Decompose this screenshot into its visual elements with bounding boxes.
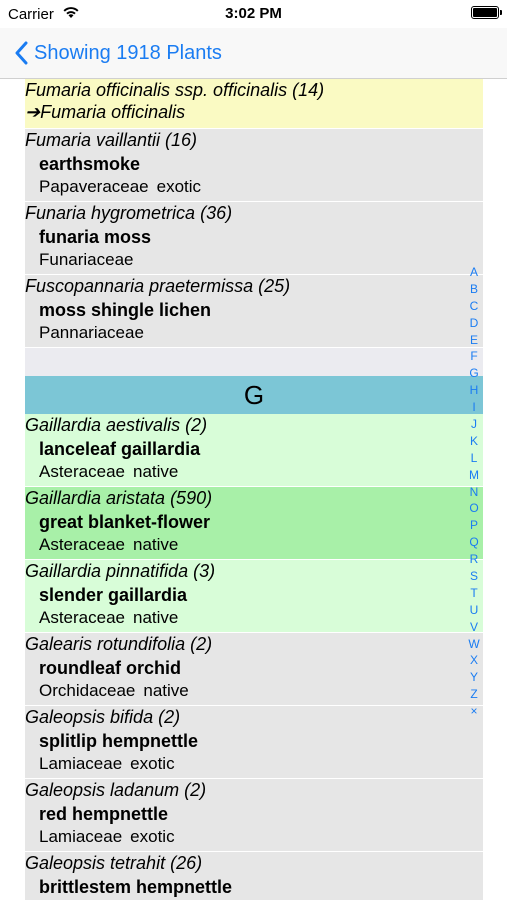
- family-line: [39, 680, 189, 702]
- scientific-name: Galeopsis bifida (2): [25, 707, 181, 727]
- family-line: [39, 753, 175, 775]
- list-item[interactable]: [25, 129, 483, 202]
- index-letter[interactable]: X: [469, 653, 478, 668]
- scientific-name: Funaria hygrometrica (36): [25, 203, 233, 223]
- list-item[interactable]: [25, 414, 483, 487]
- origin-label: native: [143, 681, 189, 700]
- index-letter[interactable]: N: [469, 484, 479, 499]
- index-letter[interactable]: R: [469, 552, 479, 567]
- index-letter[interactable]: V: [469, 619, 478, 634]
- list-item[interactable]: [25, 79, 483, 129]
- list-item[interactable]: [25, 275, 483, 348]
- common-name: splitlip hempnettle: [39, 731, 199, 751]
- list-item[interactable]: [25, 706, 483, 779]
- back-button-label: Showing 1918 Plants: [34, 41, 222, 64]
- origin-label: exotic: [130, 754, 175, 773]
- index-letter[interactable]: K: [469, 433, 478, 448]
- family-line: [39, 249, 142, 271]
- common-name: brittlestem hempnettle: [39, 877, 233, 897]
- family-name: Asteraceae: [39, 535, 125, 554]
- family-name: Orchidaceae: [39, 681, 136, 700]
- index-letter[interactable]: Y: [469, 670, 478, 685]
- scientific-name: Gaillardia aristata (590): [25, 488, 213, 508]
- navigation-bar: [0, 28, 507, 79]
- list-item[interactable]: [25, 487, 483, 560]
- synonym-redirect: ➔Fumaria officinalis: [25, 102, 186, 122]
- list-item[interactable]: [25, 633, 483, 706]
- index-letter[interactable]: T: [470, 585, 478, 600]
- family-name: Pannariaceae: [39, 323, 144, 342]
- index-letter[interactable]: W: [468, 636, 480, 651]
- index-letter[interactable]: E: [469, 332, 478, 347]
- family-line: [39, 322, 152, 344]
- index-letter[interactable]: ×: [470, 704, 478, 719]
- index-letter[interactable]: P: [469, 518, 478, 533]
- index-letter[interactable]: L: [470, 450, 478, 465]
- scientific-name: Galearis rotundifolia (2): [25, 634, 213, 654]
- scientific-name: Fumaria officinalis ssp. officinalis (14): [25, 80, 325, 100]
- status-bar: [0, 0, 507, 28]
- family-line: [39, 176, 201, 198]
- family-line: [39, 826, 175, 848]
- family-name: Lamiaceae: [39, 827, 123, 846]
- index-letter[interactable]: C: [469, 298, 479, 313]
- common-name: funaria moss: [39, 227, 152, 247]
- family-line: [39, 534, 178, 556]
- index-letter[interactable]: F: [470, 349, 478, 364]
- index-letter[interactable]: H: [469, 383, 479, 398]
- family-name: Papaveraceae: [39, 177, 149, 196]
- scientific-name: Galeopsis tetrahit (26): [25, 853, 203, 873]
- common-name: great blanket-flower: [39, 512, 211, 532]
- index-letter[interactable]: J: [471, 417, 477, 432]
- family-name: Lamiaceae: [39, 754, 123, 773]
- common-name: red hempnettle: [39, 804, 169, 824]
- carrier-label: Carrier: [8, 6, 54, 23]
- family-line: [39, 607, 178, 629]
- common-name: earthsmoke: [39, 154, 141, 174]
- scientific-name: Fuscopannaria praetermissa (25): [25, 276, 291, 296]
- index-letter[interactable]: U: [469, 602, 479, 617]
- battery-icon: [471, 6, 499, 19]
- chevron-left-icon: [14, 41, 28, 65]
- family-line: [39, 461, 178, 483]
- index-letter[interactable]: O: [469, 501, 479, 516]
- origin-label: native: [133, 462, 179, 481]
- origin-label: exotic: [130, 827, 175, 846]
- section-spacer: [25, 348, 483, 376]
- list-item[interactable]: [25, 560, 483, 633]
- clock: 3:02 PM: [225, 5, 282, 22]
- index-letter[interactable]: I: [472, 400, 476, 415]
- list-item[interactable]: [25, 852, 483, 900]
- list-item[interactable]: [25, 202, 483, 275]
- index-letter[interactable]: M: [469, 467, 479, 482]
- common-name: roundleaf orchid: [39, 658, 182, 678]
- origin-label: native: [133, 535, 179, 554]
- plant-list[interactable]: [25, 79, 483, 900]
- section-index-bar[interactable]: [466, 264, 482, 720]
- family-name: Funariaceae: [39, 250, 134, 269]
- index-letter[interactable]: S: [469, 569, 478, 584]
- family-name: Asteraceae: [39, 608, 125, 627]
- index-letter[interactable]: A: [469, 265, 478, 279]
- index-letter[interactable]: G: [469, 366, 479, 381]
- origin-label: exotic: [156, 177, 202, 196]
- common-name: lanceleaf gaillardia: [39, 439, 201, 459]
- common-name: moss shingle lichen: [39, 300, 212, 320]
- scientific-name: Gaillardia aestivalis (2): [25, 415, 208, 435]
- index-letter[interactable]: D: [469, 315, 479, 330]
- family-name: Asteraceae: [39, 462, 125, 481]
- origin-label: native: [133, 608, 179, 627]
- index-letter[interactable]: Q: [469, 535, 479, 550]
- scientific-name: Galeopsis ladanum (2): [25, 780, 207, 800]
- index-letter[interactable]: B: [469, 281, 478, 296]
- index-letter[interactable]: Z: [470, 687, 478, 702]
- list-item[interactable]: [25, 779, 483, 852]
- scientific-name: Gaillardia pinnatifida (3): [25, 561, 216, 581]
- back-button[interactable]: [14, 38, 222, 68]
- scientific-name: Fumaria vaillantii (16): [25, 130, 198, 150]
- common-name: slender gaillardia: [39, 585, 188, 605]
- section-header-g: G: [25, 376, 483, 414]
